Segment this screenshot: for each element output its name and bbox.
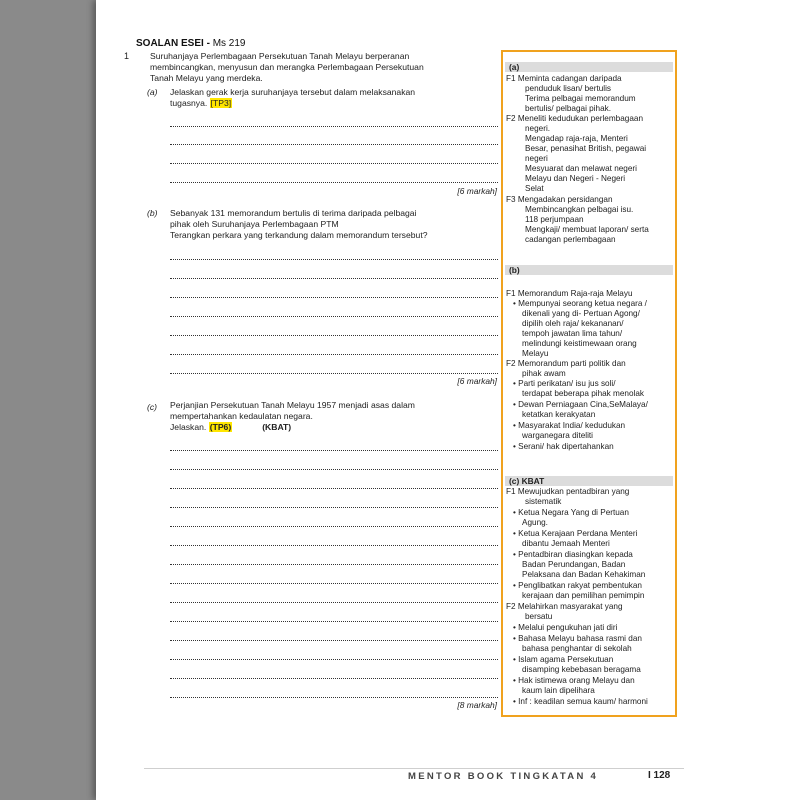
- answer-line: [170, 259, 498, 260]
- answer-line: [170, 144, 498, 145]
- answer-line: [170, 488, 498, 489]
- page-reference: Ms 219: [212, 38, 246, 49]
- answer-row: bertulis/ pelbagai pihak.: [525, 104, 612, 113]
- part-b-marks: [6 markah]: [457, 376, 497, 386]
- answer-row: Membincangkan pelbagai isu.: [525, 205, 634, 214]
- answer-row: F2 Memorandum parti politik dan: [506, 359, 626, 368]
- answer-line: [170, 297, 498, 298]
- answer-line: [170, 507, 498, 508]
- answer-row: Besar, penasihat British, pegawai: [525, 144, 647, 153]
- part-c-line-1: Perjanjian Persekutuan Tanah Melayu 1957 menjadi asas dalam: [170, 400, 415, 410]
- answer-line: [170, 469, 498, 470]
- book-gutter: [0, 0, 100, 800]
- answer-line: [170, 278, 498, 279]
- answer-line: [170, 621, 498, 622]
- answer-key-box: [501, 50, 677, 717]
- answer-line: [170, 335, 498, 336]
- answer-line: [170, 526, 498, 527]
- answer-row: • Melalui pengukuhan jati diri: [513, 623, 618, 632]
- answer-line: [170, 564, 498, 565]
- answer-row: • Bahasa Melayu bahasa rasmi dan: [513, 634, 642, 643]
- answer-row: dipilih oleh raja/ kekananan/: [522, 319, 624, 328]
- question-number: 1: [124, 51, 130, 61]
- answer-a-header: (a): [505, 62, 673, 72]
- answer-row: • Ketua Kerajaan Perdana Menteri: [513, 529, 638, 538]
- answer-line: [170, 583, 498, 584]
- part-a-line-1: Jelaskan gerak kerja suruhanjaya tersebut dalam melaksanakan: [170, 87, 416, 97]
- answer-row: F2 Meneliti kedudukan perlembagaan: [506, 114, 644, 123]
- answer-row: Melayu dan Negeri - Negeri: [525, 174, 626, 183]
- answer-row: F3 Mengadakan persidangan: [506, 195, 613, 204]
- answer-row: tempoh jawatan lima tahun/: [522, 329, 623, 338]
- part-c-line-3-text: Jelaskan.: [170, 422, 209, 432]
- answer-row: F1 Meminta cadangan daripada: [506, 74, 622, 83]
- answer-row: sistematik: [525, 497, 562, 506]
- answer-row: ketatkan kerakyatan: [522, 410, 596, 419]
- answer-line: [170, 640, 498, 641]
- footer-divider: [144, 768, 684, 769]
- part-b-line-1: Sebanyak 131 memorandum bertulis di terima daripada pelbagai: [170, 208, 417, 218]
- answer-row: Mengadap raja-raja, Menteri: [525, 134, 628, 143]
- answer-row: penduduk lisan/ bertulis: [525, 84, 612, 93]
- answer-line: [170, 373, 498, 374]
- answer-row: kaum lain dipelihara: [522, 686, 595, 695]
- footer-title: MENTOR BOOK TINGKATAN 4: [408, 771, 599, 782]
- answer-row: pihak awam: [522, 369, 566, 378]
- answer-row: • Islam agama Persekutuan: [513, 655, 614, 664]
- answer-row: • Hak istimewa orang Melayu dan: [513, 676, 635, 685]
- tp6-tag: (TP6): [209, 422, 232, 432]
- answer-line: [170, 678, 498, 679]
- answer-line: [170, 354, 498, 355]
- answer-row: • Penglibatkan rakyat pembentukan: [513, 581, 642, 590]
- answer-row: melindungi keistimewaan orang: [522, 339, 637, 348]
- part-b-label: (b): [147, 208, 158, 218]
- answer-row: Melayu: [522, 349, 549, 358]
- answer-row: Mengkaji/ membuat laporan/ serta: [525, 225, 649, 234]
- answer-row: Mesyuarat dan melawat negeri: [525, 164, 637, 173]
- part-a-marks: [6 markah]: [457, 186, 497, 196]
- answer-row: • Pentadbiran diasingkan kepada: [513, 550, 633, 559]
- answer-line: [170, 316, 498, 317]
- question-stem-1: Suruhanjaya Perlembagaan Persekutuan Tanah Melayu berperanan: [150, 51, 410, 61]
- answer-row: • Masyarakat India/ kedudukan: [513, 421, 626, 430]
- answer-row: kerajaan dan pemilihan pemimpin: [522, 591, 645, 600]
- answer-line: [170, 450, 498, 451]
- section-title-text: SOALAN ESEI -: [136, 38, 213, 49]
- part-a-label: (a): [147, 87, 158, 97]
- answer-row: Badan Perundangan, Badan: [522, 560, 626, 569]
- answer-b-header: (b): [505, 265, 673, 275]
- answer-line: [170, 126, 498, 127]
- answer-line: [170, 697, 498, 698]
- answer-row: bahasa penghantar di sekolah: [522, 644, 632, 653]
- part-b-line-3: Terangkan perkara yang terkandung dalam memorandum tersebut?: [170, 230, 428, 240]
- answer-row: terdapat beberapa pihak menolak: [522, 389, 644, 398]
- answer-row: F1 Memorandum Raja-raja Melayu: [506, 289, 633, 298]
- answer-row: F1 Mewujudkan pentadbiran yang: [506, 487, 630, 496]
- part-a-line-2-text: tugasnya.: [170, 98, 210, 108]
- answer-line: [170, 545, 498, 546]
- answer-row: Selat: [525, 184, 544, 193]
- tp3-tag: [TP3]: [210, 98, 232, 108]
- answer-line: [170, 182, 498, 183]
- part-b-line-2: pihak oleh Suruhanjaya Perlembagaan PTM: [170, 219, 339, 229]
- answer-row: • Ketua Negara Yang di Pertuan: [513, 508, 629, 517]
- answer-row: Terima pelbagai memorandum: [525, 94, 636, 103]
- answer-row: • Mempunyai seorang ketua negara /: [513, 299, 647, 308]
- kbat-tag: (KBAT): [262, 422, 292, 432]
- answer-row: • Parti perikatan/ isu jus soli/: [513, 379, 616, 388]
- part-a-line-2: [170, 98, 232, 109]
- answer-row: F2 Melahirkan masyarakat yang: [506, 602, 623, 611]
- answer-row: • Inf : keadilan semua kaum/ harmoni: [513, 697, 648, 706]
- answer-row: Pelaksana dan Badan Kehakiman: [522, 570, 646, 579]
- section-title: [136, 38, 245, 49]
- answer-row: dikenali yang di- Pertuan Agong/: [522, 309, 640, 318]
- question-stem-3: Tanah Melayu yang merdeka.: [150, 73, 263, 83]
- answer-row: cadangan perlembagaan: [525, 235, 616, 244]
- answer-row: bersatu: [525, 612, 553, 621]
- answer-row: negeri: [525, 154, 548, 163]
- answer-row: disamping kebebasan beragama: [522, 665, 641, 674]
- answer-c-header: (c) KBAT: [505, 476, 673, 486]
- answer-row: dibantu Jemaah Menteri: [522, 539, 610, 548]
- part-c-line-2: mempertahankan kedaulatan negara.: [170, 411, 313, 421]
- answer-row: 118 perjumpaan: [525, 215, 584, 224]
- answer-row: negeri.: [525, 124, 551, 133]
- answer-row: • Dewan Perniagaan Cina,SeMalaya/: [513, 400, 648, 409]
- page-number: I 128: [648, 770, 671, 781]
- part-c-label: (c): [147, 402, 158, 412]
- answer-line: [170, 659, 498, 660]
- part-c-marks: [8 markah]: [457, 700, 497, 710]
- part-c-line-3: [170, 422, 291, 433]
- answer-line: [170, 602, 498, 603]
- answer-row: • Serani/ hak dipertahankan: [513, 442, 614, 451]
- answer-row: warganegara diteliti: [522, 431, 594, 440]
- answer-row: Agung.: [522, 518, 548, 527]
- question-stem-2: membincangkan, menyusun dan merangka Perlembagaan Persekutuan: [150, 62, 424, 72]
- answer-line: [170, 163, 498, 164]
